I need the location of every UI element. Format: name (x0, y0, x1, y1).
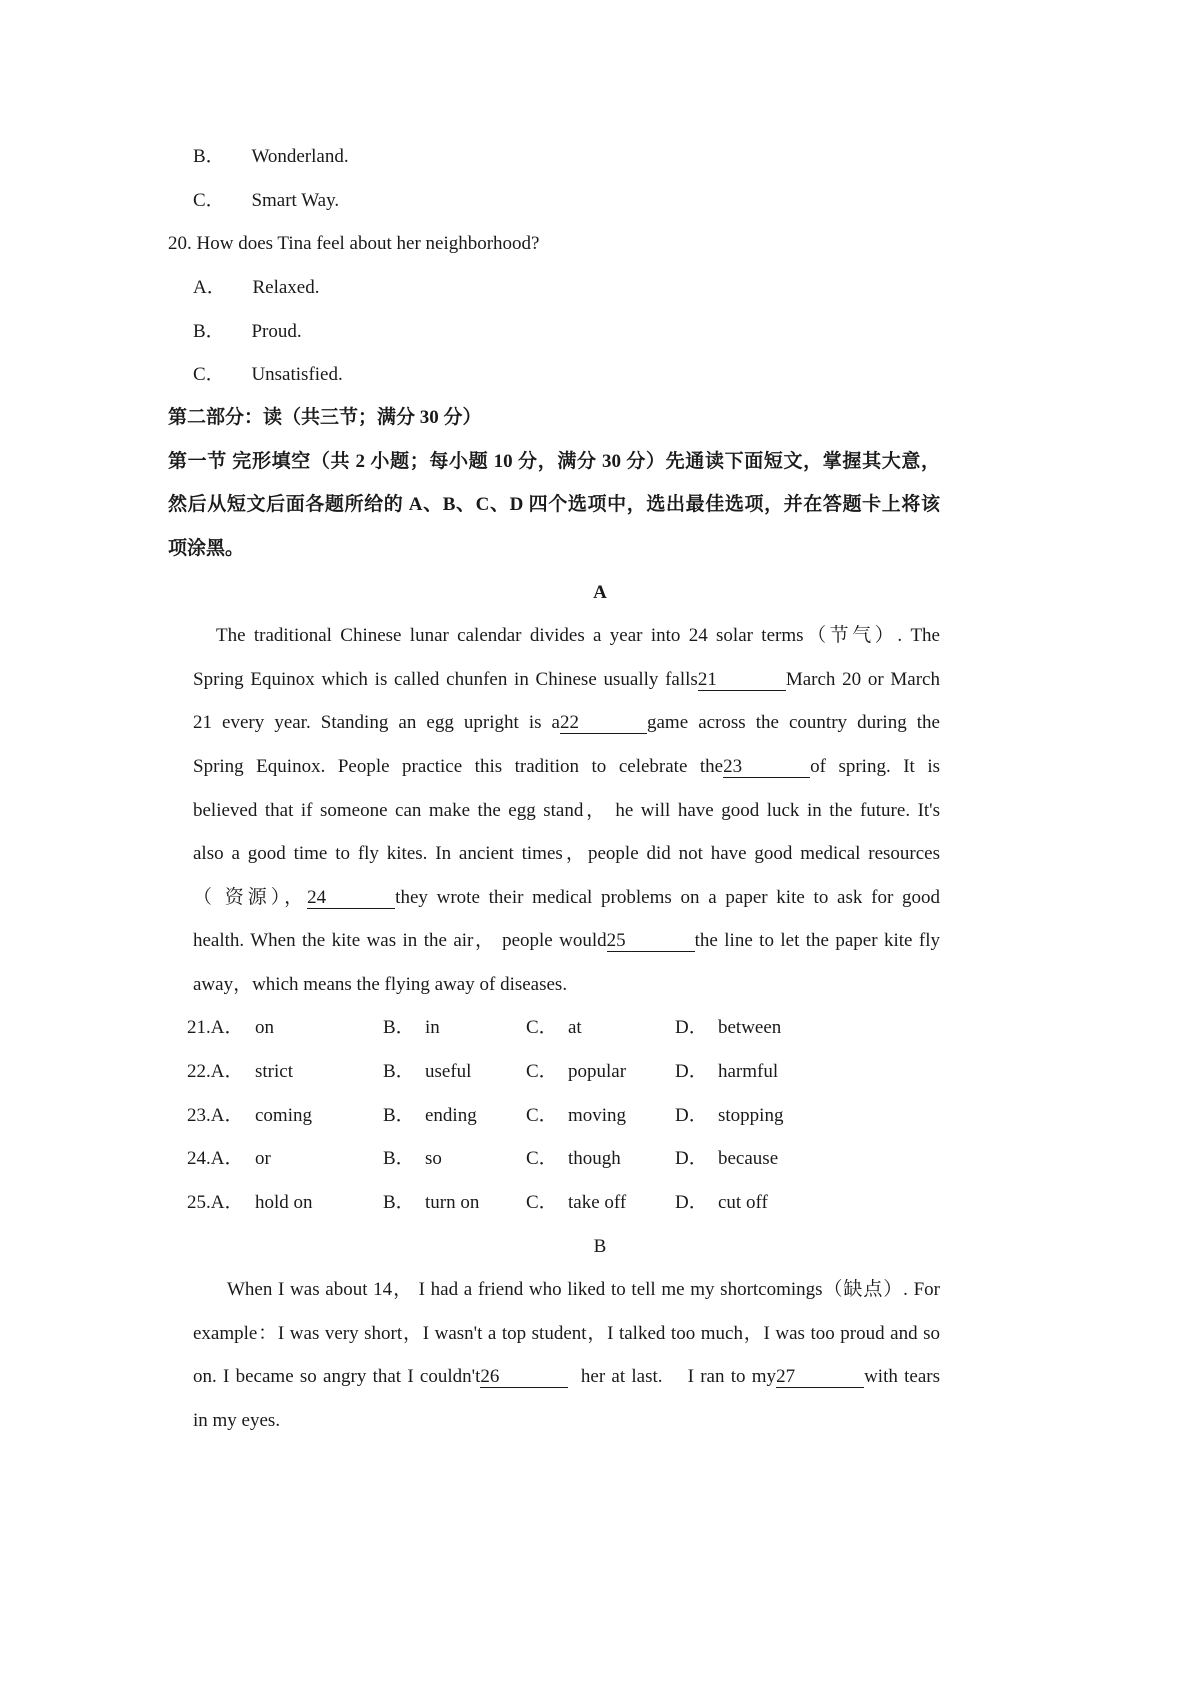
option-letter-d: D． (675, 1017, 708, 1038)
passage-b-line (193, 1365, 940, 1389)
option-d: stopping (718, 1105, 784, 1126)
passage-b-line: example：I was very short，I wasn't a top student，I talked too much，I was too proud and so (193, 1323, 940, 1344)
option-letter-d: D． (675, 1105, 708, 1126)
option-d: between (718, 1017, 782, 1038)
option-b: ending (425, 1105, 477, 1126)
blank-22: 22 (560, 713, 647, 734)
option-a: on (255, 1017, 274, 1038)
option-letter-c: C． (526, 1017, 558, 1038)
question-number: 25.A． (187, 1192, 244, 1213)
q19-option-b (193, 145, 349, 169)
option-letter: C． (193, 364, 225, 385)
option-letter-b: B． (383, 1061, 415, 1082)
option-b: useful (425, 1061, 472, 1082)
question-number: 22.A． (187, 1061, 244, 1082)
section1-instruction-line1: 第一节 完形填空（共 2 小题；每小题 10 分，满分 30 分）先通读下面短文，掌握其大意， (168, 451, 940, 472)
option-letter-d: D． (675, 1061, 708, 1082)
option-letter-c: C． (526, 1148, 558, 1169)
text: with tears (864, 1366, 940, 1387)
section1-instruction-line3: 项涂黑。 (168, 538, 245, 559)
text: Spring Equinox which is called chunfen in Chinese usually falls (193, 669, 698, 690)
q20-option-c (193, 363, 343, 387)
q19-option-c (193, 189, 339, 213)
passage-a-label: A (593, 582, 607, 603)
option-letter: B． (193, 146, 225, 167)
option-text: Proud. (251, 321, 302, 342)
option-c: take off (568, 1192, 627, 1213)
option-letter-c: C． (526, 1061, 558, 1082)
option-d: harmful (718, 1061, 779, 1082)
option-text: Relaxed. (252, 277, 320, 298)
blank-24: 24 (307, 888, 395, 909)
option-letter-b: B． (383, 1105, 415, 1126)
option-text: Unsatisfied. (251, 364, 343, 385)
option-letter-b: B． (383, 1017, 415, 1038)
option-d: cut off (718, 1192, 768, 1213)
q20-option-a (193, 276, 320, 300)
blank-26: 26 (480, 1367, 568, 1388)
passage-a-line: The traditional Chinese lunar calendar divides a year into 24 solar terms（节气）. The (216, 625, 940, 646)
passage-b-line: in my eyes. (193, 1410, 281, 1431)
text: health. When the kite was in the air， people would (193, 930, 607, 951)
option-b: in (425, 1017, 440, 1038)
q20-option-b (193, 320, 302, 344)
option-d: because (718, 1148, 779, 1169)
passage-a-line (193, 668, 940, 692)
option-letter: B． (193, 321, 225, 342)
text: Spring Equinox. People practice this tradition to celebrate the (193, 756, 724, 777)
passage-a-line: away，which means the flying away of diseases. (193, 974, 568, 995)
question-number: 21.A． (187, 1017, 244, 1038)
text: March 20 or March (785, 669, 940, 690)
text: 21 every year. Standing an egg upright is a (193, 712, 560, 733)
blank-21: 21 (698, 670, 786, 691)
option-c: popular (568, 1061, 627, 1082)
passage-a-line (193, 929, 940, 953)
text: her at last. I ran to my (568, 1366, 777, 1387)
passage-a-line: believed that if someone can make the egg stand， he will have good luck in the future. It's (193, 800, 940, 821)
option-c: though (568, 1148, 621, 1169)
text: （ 资源）， (193, 887, 308, 908)
option-b: turn on (425, 1192, 480, 1213)
option-letter-b: B． (383, 1192, 415, 1213)
blank-25: 25 (607, 931, 695, 952)
option-a: coming (255, 1105, 312, 1126)
option-letter-c: C． (526, 1105, 558, 1126)
question-number: 23.A． (187, 1105, 244, 1126)
passage-a-line: also a good time to fly kites. In ancient times，people did not have good medical resources (193, 843, 940, 864)
question-number: 24.A． (187, 1148, 244, 1169)
passage-a-line (193, 711, 940, 735)
text: of spring. It is (810, 756, 940, 777)
option-letter-b: B． (383, 1148, 415, 1169)
blank-27: 27 (776, 1367, 864, 1388)
text: on. I became so angry that I couldn't (193, 1366, 481, 1387)
q20-stem: 20. How does Tina feel about her neighborhood? (168, 233, 540, 254)
option-text: Smart Way. (251, 190, 340, 211)
passage-b-label: B (593, 1236, 607, 1257)
option-text: Wonderland. (251, 146, 349, 167)
text: game across the country during the (646, 712, 940, 733)
option-c: at (568, 1017, 582, 1038)
option-letter: C． (193, 190, 225, 211)
text: they wrote their medical problems on a paper kite to ask for good (395, 887, 940, 908)
option-letter-c: C． (526, 1192, 558, 1213)
option-a: or (255, 1148, 271, 1169)
option-a: strict (255, 1061, 293, 1082)
text: the line to let the paper kite fly (694, 930, 940, 951)
option-a: hold on (255, 1192, 313, 1213)
blank-23: 23 (723, 757, 810, 778)
option-b: so (425, 1148, 442, 1169)
option-letter: A． (193, 277, 226, 298)
passage-a-line (193, 886, 940, 910)
option-c: moving (568, 1105, 627, 1126)
option-letter-d: D． (675, 1192, 708, 1213)
option-letter-d: D． (675, 1148, 708, 1169)
part2-heading: 第二部分：读（共三节；满分 30 分） (168, 407, 482, 428)
section1-instruction-line2: 然后从短文后面各题所给的 A、B、C、D 四个选项中，选出最佳选项，并在答题卡上将该 (168, 494, 940, 515)
passage-a-line (193, 755, 940, 779)
passage-b-line: When I was about 14， I had a friend who liked to tell me my shortcomings（缺点）. For (227, 1279, 940, 1300)
